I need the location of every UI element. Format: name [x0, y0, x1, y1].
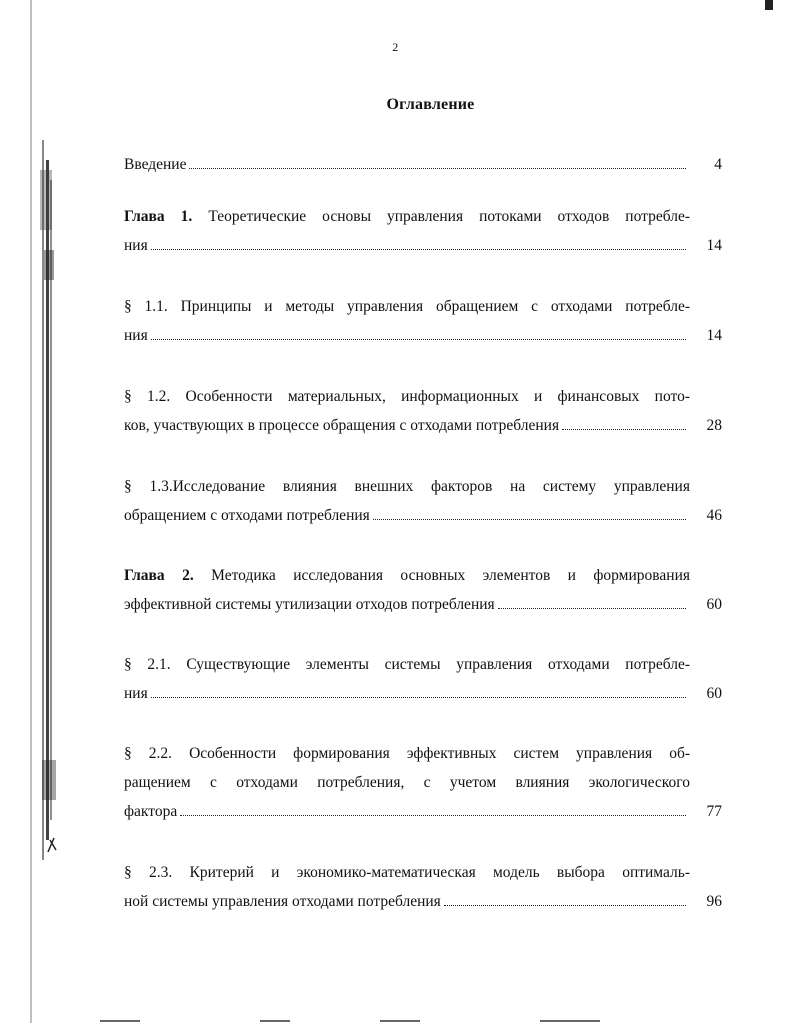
dot-leader	[151, 248, 686, 250]
toc-entry-introduction[interactable]	[124, 150, 722, 179]
dot-leader	[151, 696, 686, 698]
dot-leader	[562, 428, 686, 430]
toc-entry-chapter-2[interactable]	[124, 561, 722, 619]
page-number: 2	[392, 40, 399, 54]
toc-entry-text: ной системы управления отходами потребления	[124, 893, 441, 910]
dot-leader	[151, 338, 686, 340]
toc-entry-page: 77	[706, 803, 722, 820]
toc-entry-chapter-1[interactable]	[124, 202, 722, 260]
scan-corner-mark	[765, 0, 773, 10]
chapter-label: Глава 2.	[124, 567, 194, 584]
toc-entry-page: 14	[706, 327, 722, 344]
toc-entry-line: § 2.3. Критерий и экономико-математическая модель выбора оптималь-	[124, 864, 690, 881]
toc-entry-page: 28	[706, 417, 722, 434]
toc-entry-section-1-1[interactable]	[124, 292, 722, 350]
dot-leader	[180, 814, 686, 816]
toc-title	[0, 96, 791, 114]
toc-entry-text: обращением с отходами потребления	[124, 507, 370, 524]
toc-entry-text: эффективной системы утилизации отходов потребления	[124, 596, 495, 613]
dot-leader	[373, 518, 686, 520]
toc-entry-page: 60	[706, 596, 722, 613]
dot-leader	[189, 167, 686, 169]
toc-entry-text: ния	[124, 327, 148, 344]
toc-entry-page: 46	[706, 507, 722, 524]
toc-entry-page: 96	[706, 893, 722, 910]
toc-entry-line: § 1.1. Принципы и методы управления обращением с отходами потребле-	[124, 298, 690, 315]
toc-entry-section-2-3[interactable]	[124, 858, 722, 916]
scan-binding-noise	[36, 140, 64, 860]
toc-entry-section-2-1[interactable]	[124, 650, 722, 708]
toc-entry-text: фактора	[124, 803, 178, 820]
toc-entry-page: 60	[706, 685, 722, 702]
toc-entry-section-1-3[interactable]	[124, 472, 722, 530]
toc-entry-section-2-2[interactable]	[124, 739, 722, 826]
toc-entry-section-1-2[interactable]	[124, 382, 722, 440]
toc-title-text: Оглавление	[386, 96, 475, 113]
scan-binding-edge	[30, 0, 32, 1023]
toc-entry-page: 4	[714, 156, 722, 173]
toc-entry-text: ния	[124, 237, 148, 254]
toc-entry-line: § 1.3.Исследование влияния внешних факторов на систему управления	[124, 478, 690, 495]
scan-bottom-marks	[0, 1015, 791, 1023]
toc-entry-line: § 2.2. Особенности формирования эффективных систем управления об-	[124, 745, 690, 762]
dot-leader	[498, 607, 686, 609]
toc-entry-page: 14	[706, 237, 722, 254]
toc-entry-line: § 2.1. Существующие элементы системы управления отходами потребле-	[124, 656, 690, 673]
toc-entry-text: Введение	[124, 156, 187, 173]
toc-entry-line: Глава 1. Теоретические основы управления потоками отходов потребле-	[124, 208, 691, 225]
toc-entry-line: Глава 2. Методика исследования основных элементов и формирования	[124, 567, 691, 584]
toc-entry-text: ков, участвующих в процессе обращения с отходами потребления	[124, 417, 560, 434]
chapter-label: Глава 1.	[124, 208, 193, 225]
dot-leader	[444, 904, 686, 906]
toc-entry-line: § 1.2. Особенности материальных, информационных и финансовых пото-	[124, 388, 690, 405]
toc-entry-line: ращением с отходами потребления, с учетом влияния экологического	[124, 774, 690, 791]
toc-entry-text: ния	[124, 685, 148, 702]
